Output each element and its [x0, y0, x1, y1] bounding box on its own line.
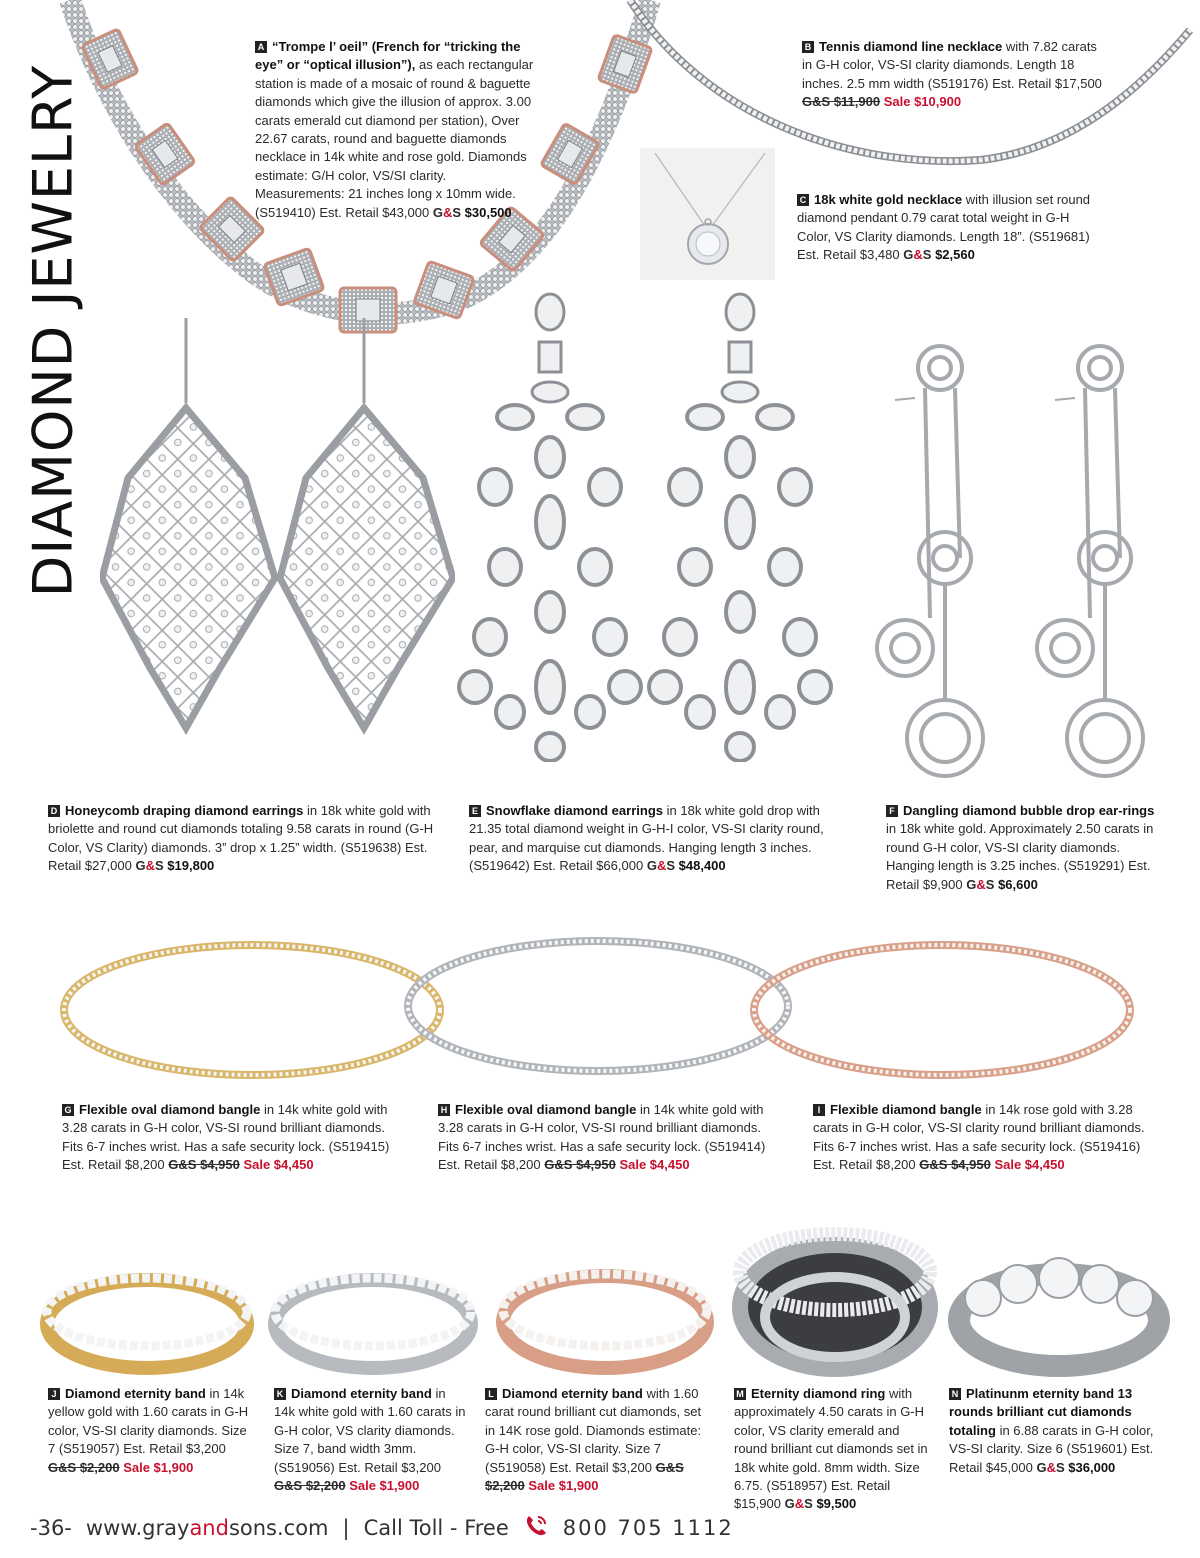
- bangle-i-image: [745, 930, 1140, 1090]
- item-k-strike-price: G&S $2,200: [274, 1478, 346, 1494]
- item-e-desc: in 18k white gold drop with 21.35 total diamond weight in G-H-I color, VS-SI clarity round, pear, and marquise cut diamonds. Hanging length 3 inches. (S519642): [469, 803, 824, 874]
- item-c-name: 18k white gold necklace: [814, 192, 963, 207]
- item-k-desc: in 14k white gold with 1.60 carats in G-H color, VS clarity diamonds. Size 7, band width 3mm. (S519056): [274, 1386, 466, 1475]
- item-a-gs-price: $30,500: [464, 204, 512, 220]
- footer: [30, 1508, 734, 1548]
- item-h-letter: H: [438, 1104, 450, 1116]
- website-link[interactable]: www.grayandsons.com: [85, 1516, 329, 1540]
- item-d-retail: Est. Retail $27,000: [48, 839, 428, 874]
- item-c-desc: with illusion set round diamond pendant 0.79 carat total weight in G-H Color, VS Clarity diamonds. Length 18”. (S519681): [797, 192, 1091, 244]
- item-h-strike-price: G&S $4,950: [544, 1157, 616, 1173]
- page-title: DIAMOND JEWELRY: [21, 64, 85, 597]
- item-d-name: Honeycomb draping diamond earrings: [65, 803, 304, 818]
- item-l-retail: Est. Retail $3,200: [549, 1459, 652, 1475]
- item-g-retail: Est. Retail $8,200: [62, 1157, 165, 1173]
- item-e-gs-label: G&S: [646, 858, 676, 874]
- item-i-desc: in 14k rose gold with 3.28 carats in G-H color, VS-SI clarity round brilliant diamonds. Fits 6-7 inches wrist. Has a safe security lock. (S519416): [813, 1102, 1145, 1154]
- item-m-text: [734, 1385, 934, 1514]
- item-n-gs-label: G&S: [1036, 1459, 1065, 1475]
- item-k-name: Diamond eternity band: [291, 1386, 432, 1401]
- item-c-gs-price: $2,560: [935, 247, 975, 263]
- item-n-text: [949, 1385, 1164, 1477]
- item-b-name: Tennis diamond line necklace: [819, 39, 1003, 54]
- item-n-name: Platinunm eternity band 13 rounds brilliant cut diamonds totaling: [949, 1386, 1133, 1438]
- item-m-gs-price: $9,500: [816, 1496, 857, 1512]
- item-n-retail: Est. Retail $45,000: [949, 1441, 1154, 1475]
- bangle-g-image: [55, 930, 450, 1090]
- item-l-text: [485, 1385, 713, 1495]
- item-m-retail: Est. Retail $15,900: [734, 1478, 891, 1512]
- item-f-desc: in 18k white gold. Approximately 2.50 carats in round G-H color, VS-SI clarity diamonds. Hanging length is 3.25 inches. (S519291): [886, 821, 1154, 874]
- item-i-sale-price: Sale $4,450: [994, 1157, 1065, 1173]
- pendant-c-image: [640, 148, 775, 280]
- item-b-retail: Est. Retail $17,500: [992, 75, 1102, 91]
- item-a-retail: Est. Retail $43,000: [319, 204, 430, 220]
- earrings-f-image: [870, 338, 1170, 780]
- bangle-h-image: [398, 926, 798, 1086]
- page-number: -36-: [30, 1516, 72, 1540]
- phone-icon: [523, 1513, 549, 1544]
- item-h-name: Flexible oval diamond bangle: [455, 1102, 637, 1117]
- item-d-text: [48, 802, 438, 876]
- item-m-name: Eternity diamond ring: [751, 1386, 886, 1401]
- item-i-strike-price: G&S $4,950: [919, 1157, 991, 1173]
- item-g-name: Flexible oval diamond bangle: [79, 1102, 261, 1117]
- ring-m-image: [730, 1222, 940, 1380]
- item-h-sale-price: Sale $4,450: [619, 1157, 690, 1173]
- item-b-text: [802, 38, 1102, 112]
- item-h-desc: in 14k white gold with 3.28 carats in G-H color, VS-SI round brilliant diamonds. Fits 6-7 inches wrist. Has a safe security lock. (S519414): [438, 1102, 766, 1154]
- item-l-desc: with 1.60 carat round brilliant cut diamonds, set in 14K rose gold. Diamonds estimate: G-H color, VS-SI clarity. Size 7 (S519058): [485, 1386, 702, 1475]
- item-e-gs-price: $48,400: [678, 858, 726, 874]
- item-f-text: [886, 802, 1156, 894]
- earrings-e-image: [455, 292, 835, 762]
- item-j-sale-price: Sale $1,900: [123, 1459, 194, 1475]
- item-g-desc: in 14k white gold with 3.28 carats in G-H color, VS-SI round brilliant diamonds. Fits 6-7 inches wrist. Has a safe security lock. (S519415): [62, 1102, 390, 1154]
- ring-k-image: [268, 1268, 478, 1380]
- item-g-letter: G: [62, 1104, 74, 1116]
- item-a-text: [255, 38, 537, 222]
- item-f-letter: F: [886, 805, 898, 817]
- item-c-retail: Est. Retail $3,480: [797, 247, 900, 263]
- item-a-gs-label: G&S: [432, 204, 462, 220]
- item-l-sale-price: Sale $1,900: [528, 1478, 599, 1494]
- item-f-gs-price: $6,600: [998, 876, 1038, 892]
- item-b-letter: B: [802, 41, 814, 53]
- item-e-text: [469, 802, 849, 876]
- item-j-letter: J: [48, 1388, 60, 1400]
- item-b-sale-price: Sale $10,900: [883, 94, 962, 110]
- item-c-text: [797, 191, 1097, 265]
- item-l-letter: L: [485, 1388, 497, 1400]
- item-k-sale-price: Sale $1,900: [349, 1478, 420, 1494]
- ring-j-image: [40, 1268, 255, 1380]
- item-f-retail: Est. Retail $9,900: [886, 858, 1151, 892]
- item-k-retail: Est. Retail $3,200: [338, 1459, 441, 1475]
- phone-number[interactable]: 800 705 1112: [562, 1516, 734, 1540]
- item-i-text: [813, 1101, 1158, 1175]
- item-k-letter: K: [274, 1388, 286, 1400]
- ring-n-image: [948, 1250, 1170, 1378]
- item-b-desc: with 7.82 carats in G-H color, VS-SI clarity diamonds. Length 18 inches. 2.5 mm width (S519176): [802, 39, 1097, 91]
- item-j-desc: in 14k yellow gold with 1.60 carats in G-H color, VS-SI clarity diamonds. Size 7 (S519057): [48, 1386, 249, 1457]
- item-l-strike-price: G&S $2,200: [485, 1459, 684, 1494]
- item-i-name: Flexible diamond bangle: [830, 1102, 982, 1117]
- item-l-name: Diamond eternity band: [502, 1386, 643, 1401]
- item-d-gs-price: $19,800: [167, 858, 215, 874]
- item-d-desc: in 18k white gold with briolette and round cut diamonds totaling 9.58 carats in round (G-H Color, VS Clarity) diamonds. 3” drop x 1.25” width. (S519638): [48, 803, 434, 855]
- item-f-gs-label: G&S: [966, 876, 995, 892]
- item-j-strike-price: G&S $2,200: [48, 1459, 120, 1475]
- item-m-gs-label: G&S: [784, 1496, 813, 1512]
- item-h-retail: Est. Retail $8,200: [438, 1157, 541, 1173]
- item-j-text: [48, 1385, 253, 1477]
- item-c-gs-label: G&S: [903, 247, 932, 263]
- item-n-gs-price: $36,000: [1068, 1459, 1116, 1475]
- item-e-name: Snowflake diamond earrings: [486, 803, 663, 818]
- item-i-retail: Est. Retail $8,200: [813, 1157, 916, 1173]
- item-a-desc: as each rectangular station is made of a mosaic of round & baguette diamonds which give the illusion of approx. 3.00 carats emerald cut diamond per station), Over 22.67 carats, round and baguette diamonds necklace in 14k white and rose gold. Diamonds estimate: G/H color, VS/SI clarity. Measurements: 21 inches long x 10mm wide. (S519410): [255, 57, 534, 220]
- item-c-letter: C: [797, 194, 809, 206]
- item-j-name: Diamond eternity band: [65, 1386, 206, 1401]
- item-d-letter: D: [48, 805, 60, 817]
- item-a-name: “Trompe l’ oeil” (French for “tricking the eye” or “optical illusion”),: [255, 39, 521, 73]
- item-n-letter: N: [949, 1388, 961, 1400]
- item-m-letter: M: [734, 1388, 746, 1400]
- item-e-letter: E: [469, 805, 481, 817]
- item-f-name: Dangling diamond bubble drop ear-rings: [903, 803, 1155, 818]
- item-h-text: [438, 1101, 783, 1175]
- item-a-letter: A: [255, 41, 267, 53]
- item-m-desc: with approximately 4.50 carats in G-H color, VS clarity emerald and round brilliant cut diamonds set in 18k white gold. 8mm width. Size 6.75. (S518957): [734, 1386, 928, 1494]
- item-n-desc: in 6.88 carats in G-H color, VS-SI clarity. Size 6 (S519601): [949, 1422, 1154, 1457]
- earrings-d-image: [100, 318, 455, 736]
- call-label: Call Toll - Free: [363, 1516, 509, 1540]
- item-g-strike-price: G&S $4,950: [168, 1157, 240, 1173]
- item-g-text: [62, 1101, 402, 1175]
- item-i-letter: I: [813, 1104, 825, 1116]
- item-e-retail: Est. Retail $66,000: [533, 858, 644, 874]
- item-k-text: [274, 1385, 469, 1495]
- item-b-strike-price: G&S $11,900: [802, 94, 881, 110]
- footer-separator: |: [342, 1516, 350, 1540]
- ring-l-image: [495, 1262, 715, 1380]
- item-j-retail: Est. Retail $3,200: [123, 1441, 226, 1457]
- item-d-gs-label: G&S: [135, 858, 164, 874]
- item-g-sale-price: Sale $4,450: [243, 1157, 314, 1173]
